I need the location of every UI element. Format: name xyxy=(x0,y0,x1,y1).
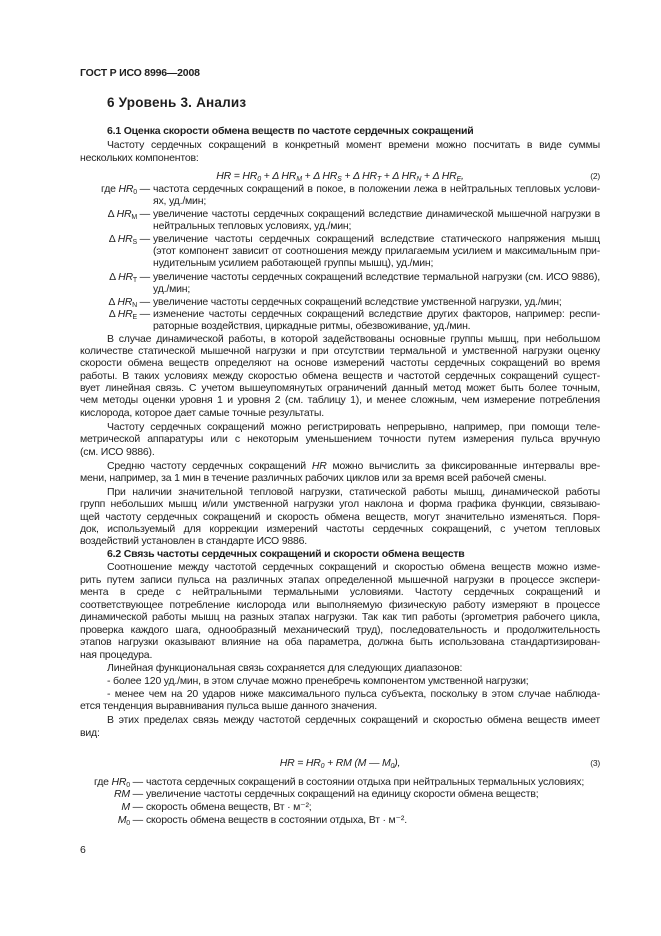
section-heading: 6 Уровень 3. Анализ xyxy=(107,95,247,110)
text-run: — xyxy=(136,308,150,320)
page-number: 6 xyxy=(80,844,86,856)
text-run: Δ xyxy=(108,296,118,308)
definition-text: изменение частоты сердечных сокращений вследствие других факторов, например: респи- xyxy=(153,308,600,320)
paragraph-line: вует линейная связь. С учетом вышеупомянутых ограничений данный метод может быть более точным, xyxy=(80,382,600,394)
text-run: — xyxy=(129,801,143,813)
definition-term xyxy=(60,787,143,801)
text-run: RM xyxy=(114,788,130,800)
text-run: + Δ HR xyxy=(341,170,377,182)
text-run: M xyxy=(117,814,127,826)
paragraph-line: скорости обмена веществ определяют на основе измерений частоты сердечных сокращений во время xyxy=(80,357,600,369)
text-run: ), xyxy=(394,757,401,769)
subscript: 0 xyxy=(257,176,261,183)
subscript: 0 xyxy=(390,763,395,770)
subscript: 0 xyxy=(320,763,325,770)
document-header: ГОСТ Р ИСО 8996—2008 xyxy=(80,67,200,79)
paragraph-line: ется тенденция выравнивания пульса выше данного значения. xyxy=(80,700,377,712)
text-run: Δ xyxy=(109,271,119,283)
paragraph-line: Частоту сердечных сокращений можно регистрировать непрерывно, например, при помощи теле- xyxy=(107,421,600,433)
definition-text: увеличение частоты сердечных сокращений вследствие термальной нагрузки (см. ИСО 9886), xyxy=(153,271,600,283)
paragraph-line: - менее чем на 20 ударов ниже максимального пульса субъекта, поскольку в этом случае наблюда- xyxy=(107,688,600,700)
text-run: где xyxy=(101,183,119,195)
definition-term xyxy=(60,270,150,284)
paragraph-line: чем методы оценки уровня 1 и уровня 2 (см. таблицу 1), и менее сложным, чем измерение потребления xyxy=(80,394,600,406)
paragraph-line: В этих пределах связь между частотой сердечных сокращений и скоростью обмена веществ имеет xyxy=(107,714,600,726)
text-run: — xyxy=(129,788,143,800)
formula-2 xyxy=(80,169,600,183)
text-run: , xyxy=(461,170,464,182)
paragraph-line: работы. В таких условиях между скоростью обмена веществ и частотой сердечных сокращений сущест- xyxy=(80,370,600,382)
paragraph-line: количестве статической мышечной нагрузки и при отсутствии термальной и умственной нагрузки оценку xyxy=(80,345,600,357)
definition-text: скорость обмена веществ в состоянии отдыха, Вт · м⁻². xyxy=(146,814,407,826)
definition-text: нудительным усилием работающей группы мышц), уд./мин; xyxy=(153,257,434,269)
formula-3 xyxy=(80,756,600,770)
text-run: — xyxy=(129,776,143,788)
text-run: HR xyxy=(111,776,127,788)
text-run: — xyxy=(129,814,143,826)
text-run: + Δ HR xyxy=(301,170,338,182)
text-run: Δ xyxy=(107,208,117,220)
formula-number: (3) xyxy=(590,758,600,768)
text-run: HR = HR xyxy=(216,170,258,182)
paragraph-line: вид: xyxy=(80,727,100,739)
text-run: HR xyxy=(311,460,327,472)
paragraph-line: кислорода, которое дает самые точные результаты. xyxy=(80,407,324,419)
definition-term xyxy=(60,307,150,321)
text-run: — xyxy=(136,233,150,245)
text-run: HR xyxy=(117,296,133,308)
subscript: S xyxy=(132,239,137,246)
formula-number: (2) xyxy=(590,171,600,181)
paragraph-line: этапов нагрузки оказывают влияние на оба параметра, должна быть использована стандартизирован- xyxy=(80,636,600,648)
paragraph-line: проверка каждого шага, однообразный механический труд), последовательность и продолжительность xyxy=(80,624,600,636)
text-run: HR xyxy=(118,183,134,195)
paragraph-line: метрической аппаратуры или с некоторым уменьшением точности путем измерения пульса вручную xyxy=(80,433,600,445)
definition-text: нейтральных тепловых условиях, уд./мин; xyxy=(153,220,352,232)
text-run: HR xyxy=(116,208,132,220)
subsection-heading: 6.1 Оценка скорости обмена веществ по частоте сердечных сокращений xyxy=(107,125,474,137)
text-run: HR xyxy=(118,271,133,283)
text-run: Средню частоту сердечных сокращений xyxy=(107,460,312,472)
text-run: Δ xyxy=(108,308,118,320)
definition-term xyxy=(60,232,150,246)
definition-text: ях, уд./мин; xyxy=(153,195,207,207)
definition-text: раторные воздействия, циркадные ритмы, обезвоживание, уд./мин. xyxy=(153,320,471,332)
paragraph-line: мени, например, за 1 мин в течение различных рабочих циклов или за время всей рабочей смены. xyxy=(80,472,547,484)
text-run: — xyxy=(136,271,150,283)
definition-text: увеличение частоты сердечных сокращений вследствие динамической мышечной нагрузки в xyxy=(153,208,600,220)
text-run: Δ xyxy=(108,233,118,245)
subscript: M xyxy=(296,176,302,183)
subscript: 0 xyxy=(133,189,137,196)
paragraph-line: соответствующее потребление кислорода или выполняемую физическую работу измеряют в процессе xyxy=(80,599,600,611)
paragraph-line: док, используемый для коррекции измерений частоты сердечных сокращений, с учетом тепловых xyxy=(80,523,600,535)
subscript: S xyxy=(337,176,342,183)
text-run: + Δ HR xyxy=(260,170,297,182)
paragraph-line: динамической работы мышц на разных этапах нагрузки. Так как тип работы (эргометрия рабочего цикла, xyxy=(80,611,600,623)
paragraph-line: воздействий установлен в стандарте ИСО 9886. xyxy=(80,535,308,547)
definition-term xyxy=(60,813,143,827)
definition-term xyxy=(60,800,143,814)
paragraph-line: мента в среде с нейтральными термальными условиями. Частоту сердечных сокращений и xyxy=(80,586,600,598)
paragraph-line: - более 120 уд./мин, в этом случае можно пренебречь компонентом умственной нагрузки; xyxy=(107,675,529,687)
subscript: E xyxy=(456,176,461,183)
definition-text: увеличение частоты сердечных сокращений вследствие умственной нагрузки, уд./мин; xyxy=(153,296,562,308)
subsection-heading: 6.2 Связь частоты сердечных сокращений и скорости обмена веществ xyxy=(107,548,465,560)
subscript: 0 xyxy=(126,782,130,789)
text-run: — xyxy=(136,296,150,308)
definition-text: увеличение частоты сердечных сокращений на единицу скорости обмена веществ; xyxy=(146,788,539,800)
text-run: + Δ HR xyxy=(381,170,417,182)
paragraph-line: Частоту сердечных сокращений в конкретный момент времени можно посчитать в виде суммы xyxy=(107,139,600,151)
subscript: T xyxy=(132,277,137,284)
text-run: — xyxy=(136,183,150,195)
subscript: N xyxy=(132,302,137,309)
definition-text: частота сердечных сокращений в состоянии отдыха при нейтральных термальных условиях; xyxy=(146,776,585,788)
paragraph-line: В случае динамической работы, в которой задействованы основные группы мышц, при небольшом xyxy=(107,333,600,345)
paragraph-line: При наличии значительной тепловой нагрузки, статической работы мышц, динамической работы xyxy=(107,486,600,498)
subscript: 0 xyxy=(126,820,130,827)
subscript: M xyxy=(131,214,137,221)
text-run: HR = HR xyxy=(279,757,321,769)
definition-text: скорость обмена веществ, Вт · м⁻²; xyxy=(146,801,312,813)
definition-term xyxy=(60,207,150,221)
definition-text: увеличение частоты сердечных сокращений вследствие статического напряжения мышц xyxy=(153,233,600,245)
subscript: T xyxy=(376,176,382,183)
text-run: можно вычислить за фиксированные интервалы вре- xyxy=(326,460,600,472)
definition-text: уд./мин; xyxy=(153,283,191,295)
paragraph-line: щей частоту сердечных сокращений и скорость обмена веществ, могут значительно изменяться. Поря- xyxy=(80,511,600,523)
definition-text: частота сердечных сокращений в покое, в положении лежа в нейтральных тепловых услови- xyxy=(153,183,600,195)
paragraph-line: ная процедура. xyxy=(80,649,153,661)
text-run: + Δ HR xyxy=(421,170,457,182)
definition-text: (этот компонент зависит от соотношения между прилагаемым усилием и максимальным при- xyxy=(153,245,600,257)
text-run: + RM (M — M xyxy=(324,757,391,769)
paragraph-line: (см. ИСО 9886). xyxy=(80,446,155,458)
definition-term xyxy=(60,182,150,196)
subscript: E xyxy=(132,314,137,321)
paragraph-line: рить путем записи пульса на различных этапах определенной мышечной нагрузки в процессе экспери- xyxy=(80,574,600,586)
text-run: HR xyxy=(117,308,133,320)
paragraph-line: нескольких компонентов: xyxy=(80,152,199,164)
text-run: M xyxy=(121,801,130,813)
text-run: — xyxy=(136,208,150,220)
text-run: где xyxy=(94,776,112,788)
paragraph-line: Линейная функциональная связь сохраняется для следующих диапазонов: xyxy=(107,662,463,674)
paragraph-line: групп небольших мышц и/или умственной нагрузки угол наклона и форма графика функции, связываю- xyxy=(80,498,600,510)
paragraph-line: Соотношение между частотой сердечных сокращений и скоростью обмена веществ можно изме- xyxy=(107,561,600,573)
text-run: HR xyxy=(117,233,133,245)
subscript: N xyxy=(416,176,422,183)
